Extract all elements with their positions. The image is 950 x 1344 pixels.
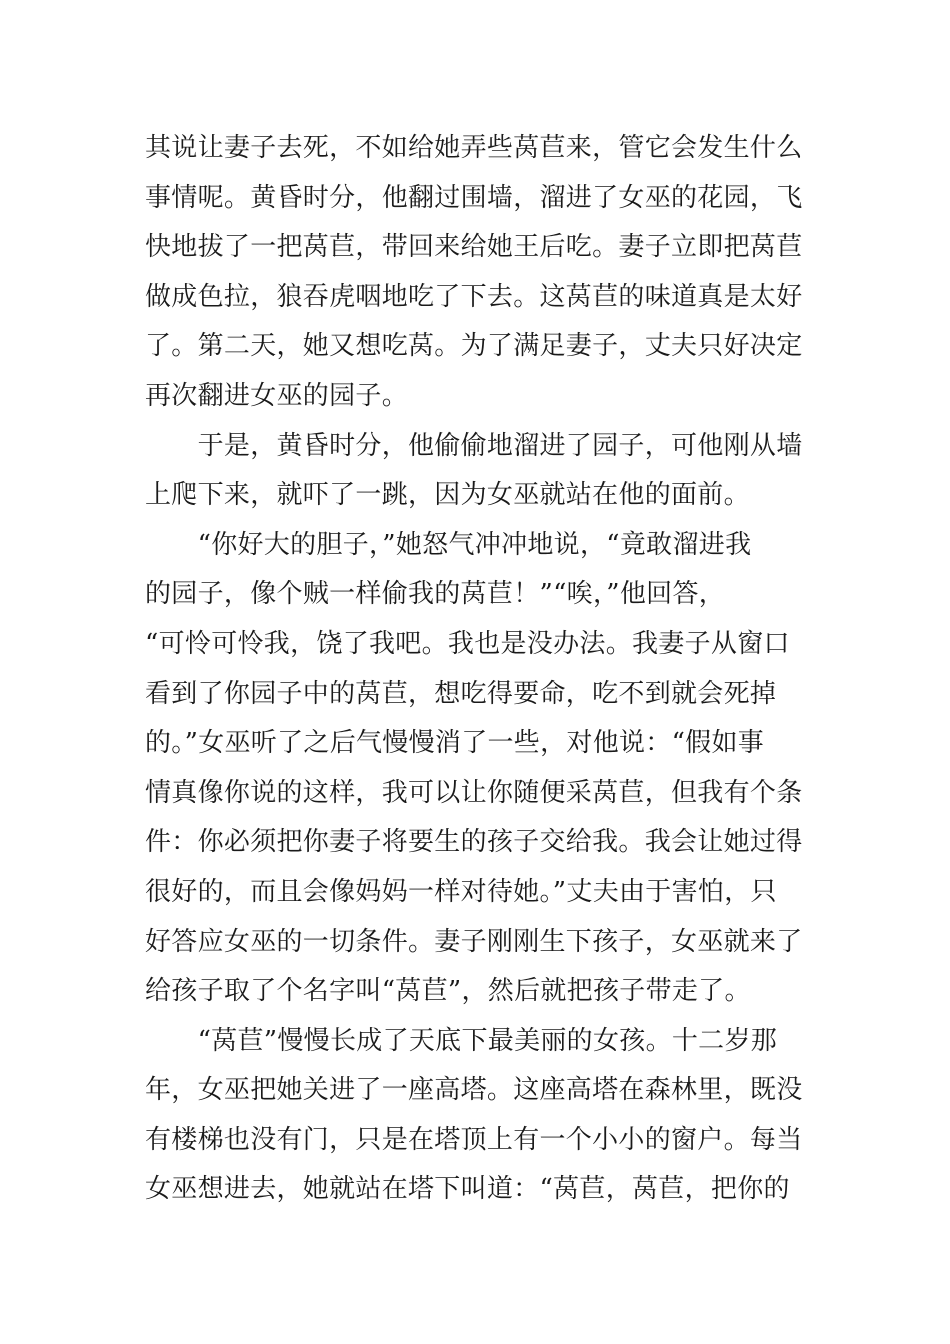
text-line: 件：你必须把你妻子将要生的孩子交给我。我会让她过得 xyxy=(145,827,803,858)
text-line: 看到了你园子中的莴苣，想吃得要命，吃不到就会死掉 xyxy=(145,678,777,709)
text-line: 快地拔了一把莴苣，带回来给她王后吃。妻子立即把莴苣 xyxy=(145,232,803,263)
text-line: 再次翻进女巫的园子。 xyxy=(145,380,409,411)
text-line: 事情呢。黄昏时分，他翻过围墙，溜进了女巫的花园，飞 xyxy=(145,182,803,213)
text-line: 好答应女巫的一切条件。妻子刚刚生下孩子，女巫就来了 xyxy=(145,926,803,957)
text-line: “可怜可怜我，饶了我吧。我也是没办法。我妻子从窗口 xyxy=(145,628,790,659)
text-line: 的园子，像个贼一样偷我的莴苣！”“唉，”他回答， xyxy=(145,579,726,610)
text-line: 女巫想进去，她就站在塔下叫道：“莴苣，莴苣，把你的 xyxy=(145,1174,790,1205)
text-line: 很好的，而且会像妈妈一样对待她。”丈夫由于害怕，只 xyxy=(145,876,777,907)
text-line: 其说让妻子去死，不如给她弄些莴苣来，管它会发生什么 xyxy=(145,133,803,163)
text-line: 情真像你说的这样，我可以让你随便采莴苣，但我有个条 xyxy=(145,777,803,808)
text-line: 给孩子取了个名字叫“莴苣”，然后就把孩子带走了。 xyxy=(145,976,751,1007)
text-line: 上爬下来，就吓了一跳，因为女巫就站在他的面前。 xyxy=(145,480,750,511)
text-line: 做成色拉，狼吞虎咽地吃了下去。这莴苣的味道真是太好 xyxy=(145,281,803,312)
text-line: 的。”女巫听了之后气慢慢消了一些，对他说：“假如事 xyxy=(145,728,765,759)
text-line: 了。第二天，她又想吃莴。为了满足妻子，丈夫只好决定 xyxy=(145,331,803,362)
text-line: 年，女巫把她关进了一座高塔。这座高塔在森林里，既没 xyxy=(145,1075,803,1106)
text-line: 于是，黄昏时分，他偷偷地溜进了园子，可他刚从墙 xyxy=(145,430,803,461)
text-line: 有楼梯也没有门，只是在塔顶上有一个小小的窗户。每当 xyxy=(145,1124,803,1155)
text-line: “莴苣”慢慢长成了天底下最美丽的女孩。十二岁那 xyxy=(145,1025,778,1056)
story-text xyxy=(145,124,810,1215)
text-line: “你好大的胆子，”她怒气冲冲地说，“竟敢溜进我 xyxy=(145,529,752,560)
